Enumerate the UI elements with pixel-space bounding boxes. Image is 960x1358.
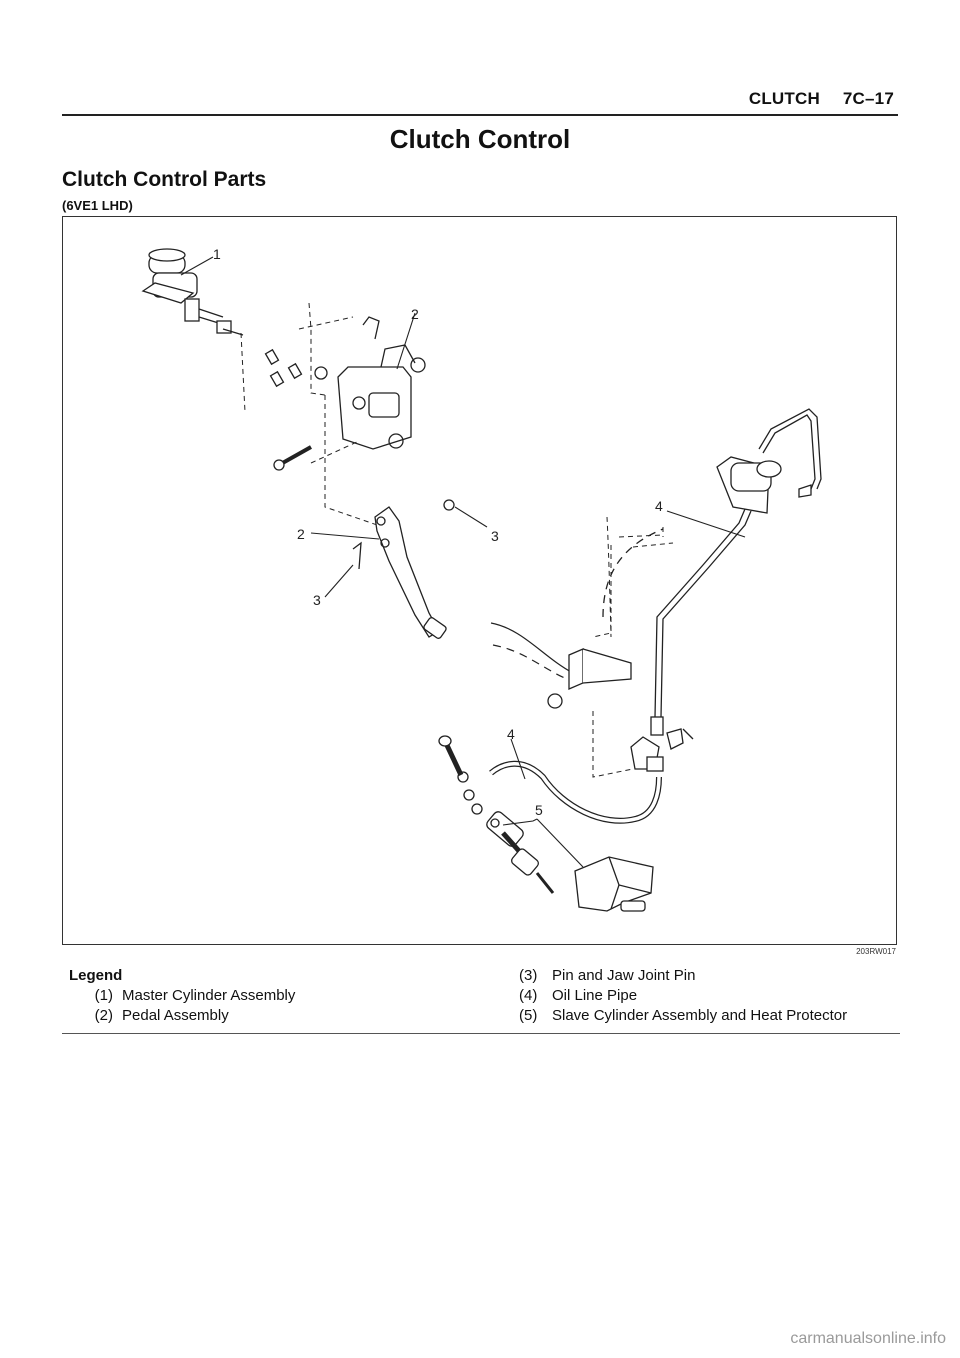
variant-label: (6VE1 LHD) bbox=[62, 198, 133, 213]
legend-item: (2) Pedal Assembly bbox=[94, 1007, 229, 1024]
exploded-diagram bbox=[62, 216, 897, 945]
legend-right-column bbox=[519, 966, 847, 1026]
diagram-drawing bbox=[63, 217, 896, 944]
callout-2-upper: 2 bbox=[411, 306, 419, 322]
legend-item: (1) Master Cylinder Assembly bbox=[94, 987, 296, 1004]
master-cylinder-top-left bbox=[143, 249, 243, 335]
legend-item: (3) Pin and Jaw Joint Pin bbox=[519, 967, 696, 984]
header-section: CLUTCH bbox=[748, 89, 820, 108]
page-title: Clutch Control bbox=[389, 124, 571, 154]
oil-line-pipe-upper bbox=[651, 509, 751, 735]
callout-4-upper: 4 bbox=[655, 498, 663, 514]
watermark: carmanualsonline.info bbox=[790, 1330, 946, 1347]
legend-item: (5) Slave Cylinder Assembly and Heat Protector bbox=[519, 1007, 848, 1024]
master-cylinder-right bbox=[717, 409, 821, 513]
legend-item: (4) Oil Line Pipe bbox=[519, 987, 638, 1004]
header-page-number: 7C–17 bbox=[842, 89, 894, 108]
slave-cylinder bbox=[485, 810, 553, 893]
clutch-pedal bbox=[353, 500, 454, 639]
callout-1: 1 bbox=[213, 246, 221, 262]
pedal-bracket bbox=[266, 317, 425, 449]
section-subtitle: Clutch Control Parts bbox=[62, 168, 267, 191]
callout-2-lower: 2 bbox=[297, 526, 305, 542]
page-header bbox=[749, 89, 894, 109]
callout-4-lower: 4 bbox=[507, 726, 515, 742]
bottom-rule bbox=[62, 1033, 900, 1034]
legend-left-column bbox=[69, 966, 295, 1026]
callout-3-left: 3 bbox=[313, 592, 321, 608]
heat-protector bbox=[575, 857, 653, 911]
figure-code: 203RW017 bbox=[856, 947, 896, 956]
header-rule bbox=[62, 114, 898, 116]
callout-3-right: 3 bbox=[491, 528, 499, 544]
callout-5: 5 bbox=[535, 802, 543, 818]
legend-heading: Legend bbox=[69, 967, 123, 984]
